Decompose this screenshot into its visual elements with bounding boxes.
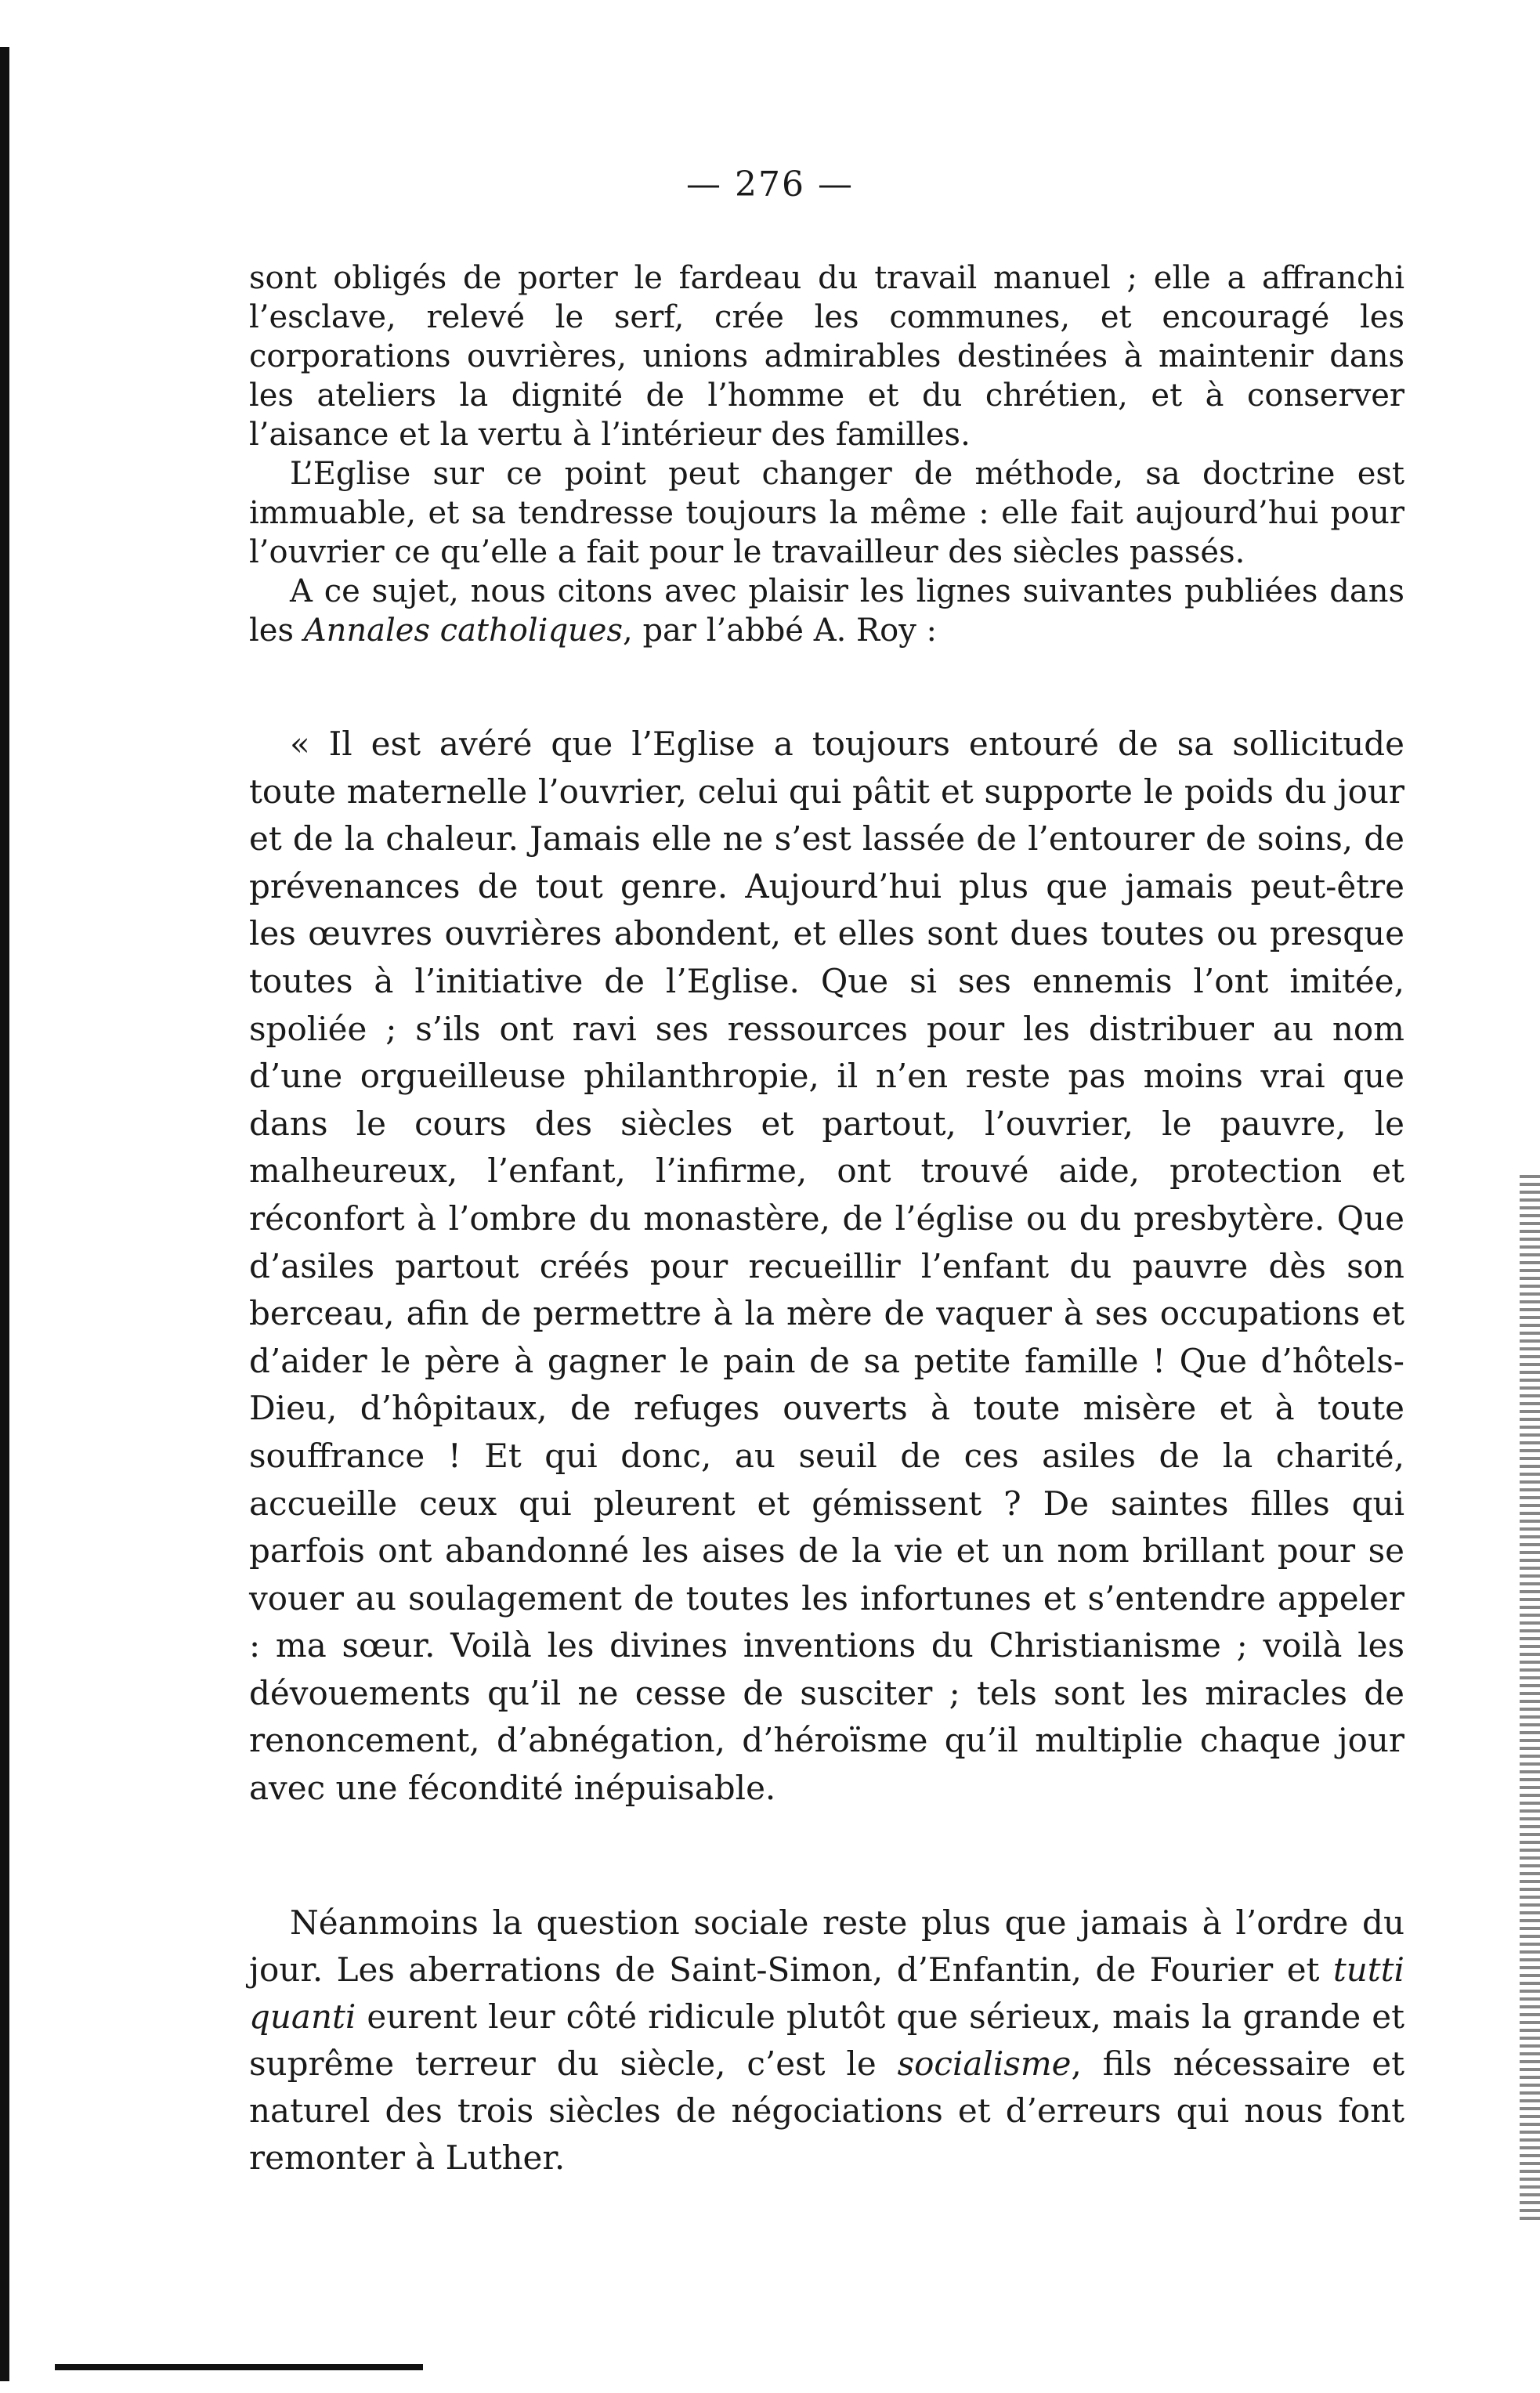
citation-intro-text: A ce sujet, nous citons avec plaisir les lignes suivantes publiées dans les <box>249 573 1404 649</box>
paragraph-citation-intro <box>249 572 1404 650</box>
intro-text <box>249 258 1404 650</box>
page-number: — 276 — <box>686 164 854 204</box>
paragraph-continuation: sont obligés de porter le fardeau du travail manuel ; elle a affranchi l’esclave, relevé le serf, crée les communes, et encouragé les corporations ouvrières, unions admirables destinées à maintenir dans les ateliers la dignité de l’homme et du chrétien, et à conserver l’aisance et la vertu à l’intérieur des familles. <box>249 260 1404 453</box>
scan-border-bottom <box>55 2364 423 2370</box>
citation-intro-end: , par l’abbé A. Roy : <box>623 613 937 649</box>
closing-text <box>249 1900 1404 2182</box>
scan-border-left <box>0 47 9 2381</box>
scan-border-right <box>1520 1175 1540 2225</box>
quotation-block <box>249 721 1404 1813</box>
publication-title: Annales catholiques <box>303 613 624 649</box>
question-sociale-text-3: , fils nécessaire et naturel des trois siècles de négociations et d’erreurs qui nous font remonter à Luther. <box>249 2044 1404 2177</box>
quotation-paragraph: « Il est avéré que l’Eglise a toujours entouré de sa sollicitude toute maternelle l’ouvrier, celui qui pâtit et supporte le poids du jour et de la chaleur. Jamais elle ne s’est lassée de l’entourer de soins, de prévenances de tout genre. Aujourd’hui plus que jamais peut-être les œuvres ouvrières abondent, et elles sont dues toutes ou presque toutes à l’initiative de l’Eglise. Que si ses ennemis l’ont imitée, spoliée ; s’ils ont ravi ses ressources pour les distribuer au nom d’une orgueilleuse philanthropie, il n’en reste pas moins vrai que dans le cours des siècles et partout, l’ouvrier, le pauvre, le malheureux, l’enfant, l’infirme, ont trouvé aide, protection et réconfort à l’ombre du monastère, de l’église ou du presbytère. Que d’asiles partout créés pour recueillir l’enfant du pauvre dès son berceau, afin de permettre à la mère de vaquer à ses occupations et d’aider le père à gagner le pain de sa petite famille ! Que d’hôtels-Dieu, d’hôpitaux, de refuges ouverts à toute misère et à toute souffrance ! Et qui donc, au seuil de ces asiles de la charité, accueille ceux qui pleurent et gémissent ? De saintes filles qui parfois ont abandonné les aises de la vie et un nom brillant pour se vouer au soulagement de toutes les infortunes et s’entendre appeler : ma sœur. Voilà les divines inventions du Christianisme ; voilà les dévouements qu’il ne cesse de susciter ; tels sont les miracles de renoncement, d’abnégation, d’héroïsme qu’il multiplie chaque jour avec une fécondité inépuisable. <box>249 725 1404 1808</box>
question-sociale-text-1: Néanmoins la question sociale reste plus que jamais à l’ordre du jour. Les aberrations de Saint-Simon, d’Enfantin, de Fourier et <box>249 1903 1404 1989</box>
italic-tutti-quanti: tutti quanti <box>249 1950 1404 2036</box>
italic-socialisme: socialisme <box>897 2044 1072 2083</box>
question-sociale-text-2: eurent leur côté ridicule plutôt que sérieux, mais la grande et suprême terreur du siècle, c’est le <box>249 1997 1404 2083</box>
paragraph-question-sociale <box>249 1900 1404 2182</box>
paragraph-eglise-doctrine: L’Eglise sur ce point peut changer de méthode, sa doctrine est immuable, et sa tendresse toujours la même : elle fait aujourd’hui pour l’ouvrier ce qu’elle a fait pour le travailleur des siècles passés. <box>249 456 1404 570</box>
